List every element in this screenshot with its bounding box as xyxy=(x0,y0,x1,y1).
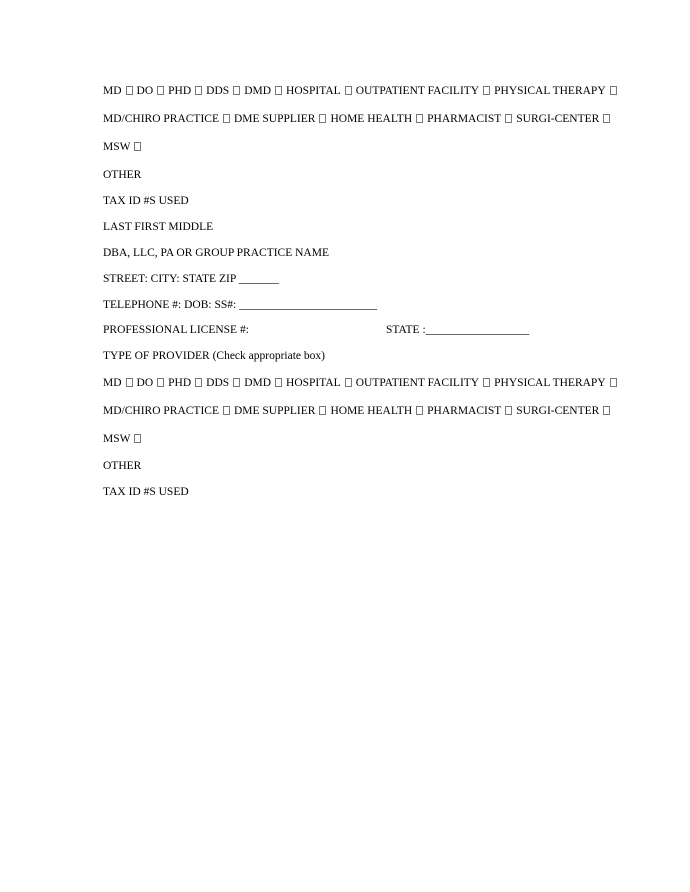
option-pharmacist: PHARMACIST xyxy=(427,113,516,125)
tax-id-label: TAX ID #S USED xyxy=(103,486,189,498)
option-dds: DDS xyxy=(206,377,244,389)
msw-checkbox[interactable] xyxy=(134,434,141,443)
outpatient-facility-checkbox[interactable] xyxy=(483,86,490,95)
option-surgi-center: SURGI-CENTER xyxy=(516,113,614,125)
option-phd: PHD xyxy=(168,377,206,389)
option-hospital: HOSPITAL xyxy=(286,85,356,97)
option-outpatient-facility: OUTPATIENT FACILITY xyxy=(356,377,494,389)
option-hospital: HOSPITAL xyxy=(286,377,356,389)
option-md-chiro-practice: MD/CHIRO PRACTICE xyxy=(103,113,234,125)
do-checkbox[interactable] xyxy=(157,378,164,387)
dme-supplier-checkbox[interactable] xyxy=(319,114,326,123)
md-checkbox[interactable] xyxy=(126,378,133,387)
option-phd: PHD xyxy=(168,85,206,97)
option-surgi-center: SURGI-CENTER xyxy=(516,405,614,417)
provider-type-row-2-b xyxy=(103,404,614,418)
surgi-center-checkbox[interactable] xyxy=(603,114,610,123)
home-health-checkbox[interactable] xyxy=(416,114,423,123)
phd-checkbox[interactable] xyxy=(195,86,202,95)
md-chiro-practice-checkbox[interactable] xyxy=(223,114,230,123)
option-md: MD xyxy=(103,377,137,389)
hospital-checkbox[interactable] xyxy=(345,86,352,95)
option-dmd: DMD xyxy=(244,377,286,389)
dmd-checkbox[interactable] xyxy=(275,378,282,387)
md-chiro-practice-checkbox[interactable] xyxy=(223,406,230,415)
dds-checkbox[interactable] xyxy=(233,86,240,95)
option-dds: DDS xyxy=(206,85,244,97)
option-dme-supplier: DME SUPPLIER xyxy=(234,113,330,125)
option-physical-therapy: PHYSICAL THERAPY xyxy=(494,85,621,97)
option-dmd: DMD xyxy=(244,85,286,97)
license-label: PROFESSIONAL LICENSE #: xyxy=(103,324,249,336)
pharmacist-checkbox[interactable] xyxy=(505,114,512,123)
pharmacist-checkbox[interactable] xyxy=(505,406,512,415)
phd-checkbox[interactable] xyxy=(195,378,202,387)
provider-type-row-3-b xyxy=(103,432,145,446)
provider-type-heading: TYPE OF PROVIDER (Check appropriate box) xyxy=(103,350,325,362)
dmd-checkbox[interactable] xyxy=(275,86,282,95)
dds-checkbox[interactable] xyxy=(233,378,240,387)
option-do: DO xyxy=(137,85,169,97)
option-home-health: HOME HEALTH xyxy=(330,113,427,125)
provider-type-row-1 xyxy=(103,84,621,98)
hospital-checkbox[interactable] xyxy=(345,378,352,387)
name-label: LAST FIRST MIDDLE xyxy=(103,221,214,233)
physical-therapy-checkbox[interactable] xyxy=(610,378,617,387)
surgi-center-checkbox[interactable] xyxy=(603,406,610,415)
home-health-checkbox[interactable] xyxy=(416,406,423,415)
option-dme-supplier: DME SUPPLIER xyxy=(234,405,330,417)
other-label: OTHER xyxy=(103,169,142,181)
md-checkbox[interactable] xyxy=(126,86,133,95)
provider-type-row-3 xyxy=(103,140,145,154)
other-label: OTHER xyxy=(103,460,142,472)
physical-therapy-checkbox[interactable] xyxy=(610,86,617,95)
option-pharmacist: PHARMACIST xyxy=(427,405,516,417)
option-msw: MSW xyxy=(103,141,145,153)
tax-id-label: TAX ID #S USED xyxy=(103,195,189,207)
option-md-chiro-practice: MD/CHIRO PRACTICE xyxy=(103,405,234,417)
option-home-health: HOME HEALTH xyxy=(330,405,427,417)
dme-supplier-checkbox[interactable] xyxy=(319,406,326,415)
state-field[interactable]: STATE :__________________ xyxy=(386,324,530,336)
option-msw: MSW xyxy=(103,433,145,445)
dba-label: DBA, LLC, PA OR GROUP PRACTICE NAME xyxy=(103,247,329,259)
option-outpatient-facility: OUTPATIENT FACILITY xyxy=(356,85,494,97)
msw-checkbox[interactable] xyxy=(134,142,141,151)
option-do: DO xyxy=(137,377,169,389)
address-label[interactable]: STREET: CITY: STATE ZIP _______ xyxy=(103,273,279,285)
option-md: MD xyxy=(103,85,137,97)
do-checkbox[interactable] xyxy=(157,86,164,95)
option-physical-therapy: PHYSICAL THERAPY xyxy=(494,377,621,389)
phone-dob-ssn-label[interactable]: TELEPHONE #: DOB: SS#: ________________________ xyxy=(103,299,378,311)
provider-type-row-1-b xyxy=(103,376,621,390)
outpatient-facility-checkbox[interactable] xyxy=(483,378,490,387)
provider-type-row-2 xyxy=(103,112,614,126)
